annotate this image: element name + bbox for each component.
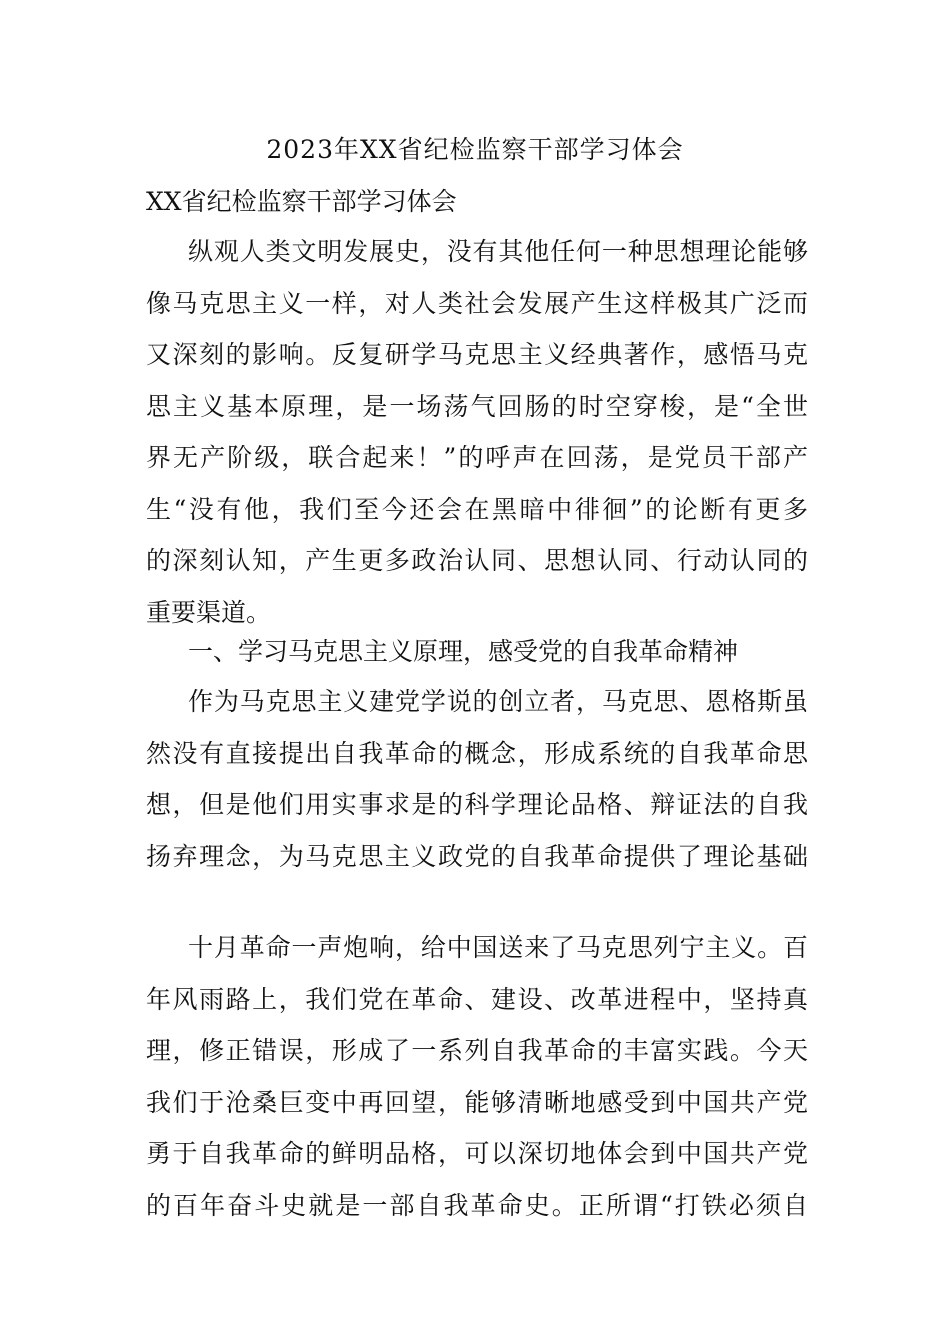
- paragraph-line: 我们于沧桑巨变中再回望，能够清晰地感受到中国共产党: [146, 1087, 808, 1117]
- paragraph-practice: [146, 922, 808, 1231]
- paragraph-line: 想，但是他们用实事求是的科学理论品格、辩证法的自我: [146, 790, 808, 819]
- paragraph-line: 作为马克思主义建党学说的创立者，马克思、恩格斯虽: [188, 687, 808, 716]
- paragraph-line: 理，修正错误，形成了一系列自我革命的丰富实践。今天: [146, 1036, 808, 1065]
- paragraph-line: 界无产阶级，联合起来！”的呼声在回荡，是党员干部产: [146, 443, 808, 472]
- section-heading-text: 一、学习马克思主义原理，感受党的自我革命精神: [188, 637, 739, 666]
- paragraph-intro: [146, 226, 808, 638]
- document-subtitle: XX省纪检监察干部学习体会: [146, 187, 457, 216]
- section-heading: [146, 626, 808, 678]
- paragraph-line: 的百年奋斗史就是一部自我革命史。正所谓“打铁必须自: [146, 1190, 808, 1220]
- paragraph-line: 勇于自我革命的鲜明品格，可以深切地体会到中国共产党: [146, 1139, 808, 1168]
- paragraph-theory: [146, 676, 808, 882]
- paragraph-line: 十月革命一声炮响，给中国送来了马克思列宁主义。百: [188, 933, 808, 962]
- document-title: 2023年XX省纪检监察干部学习体会: [266, 135, 684, 164]
- paragraph-line: 重要渠道。: [146, 597, 272, 627]
- paragraph-line: 像马克思主义一样，对人类社会发展产生这样极其广泛而: [146, 288, 808, 318]
- paragraph-line: 然没有直接提出自我革命的概念，形成系统的自我革命思: [146, 738, 808, 768]
- paragraph-line: 又深刻的影响。反复研学马克思主义经典著作，感悟马克: [146, 340, 808, 369]
- paragraph-line: 生“没有他，我们至今还会在黑暗中徘徊”的论断有更多: [146, 494, 808, 524]
- paragraph-line: 年风雨路上，我们党在革命、建设、改革进程中，坚持真: [146, 984, 808, 1014]
- paragraph-line: 扬弃理念，为马克思主义政党的自我革命提供了理论基础: [146, 841, 808, 871]
- paragraph-line: 纵观人类文明发展史，没有其他任何一种思想理论能够: [188, 237, 808, 266]
- paragraph-line: 思主义基本原理，是一场荡气回肠的时空穿梭，是“全世: [146, 391, 808, 421]
- paragraph-line: 的深刻认知，产生更多政治认同、思想认同、行动认同的: [146, 546, 808, 575]
